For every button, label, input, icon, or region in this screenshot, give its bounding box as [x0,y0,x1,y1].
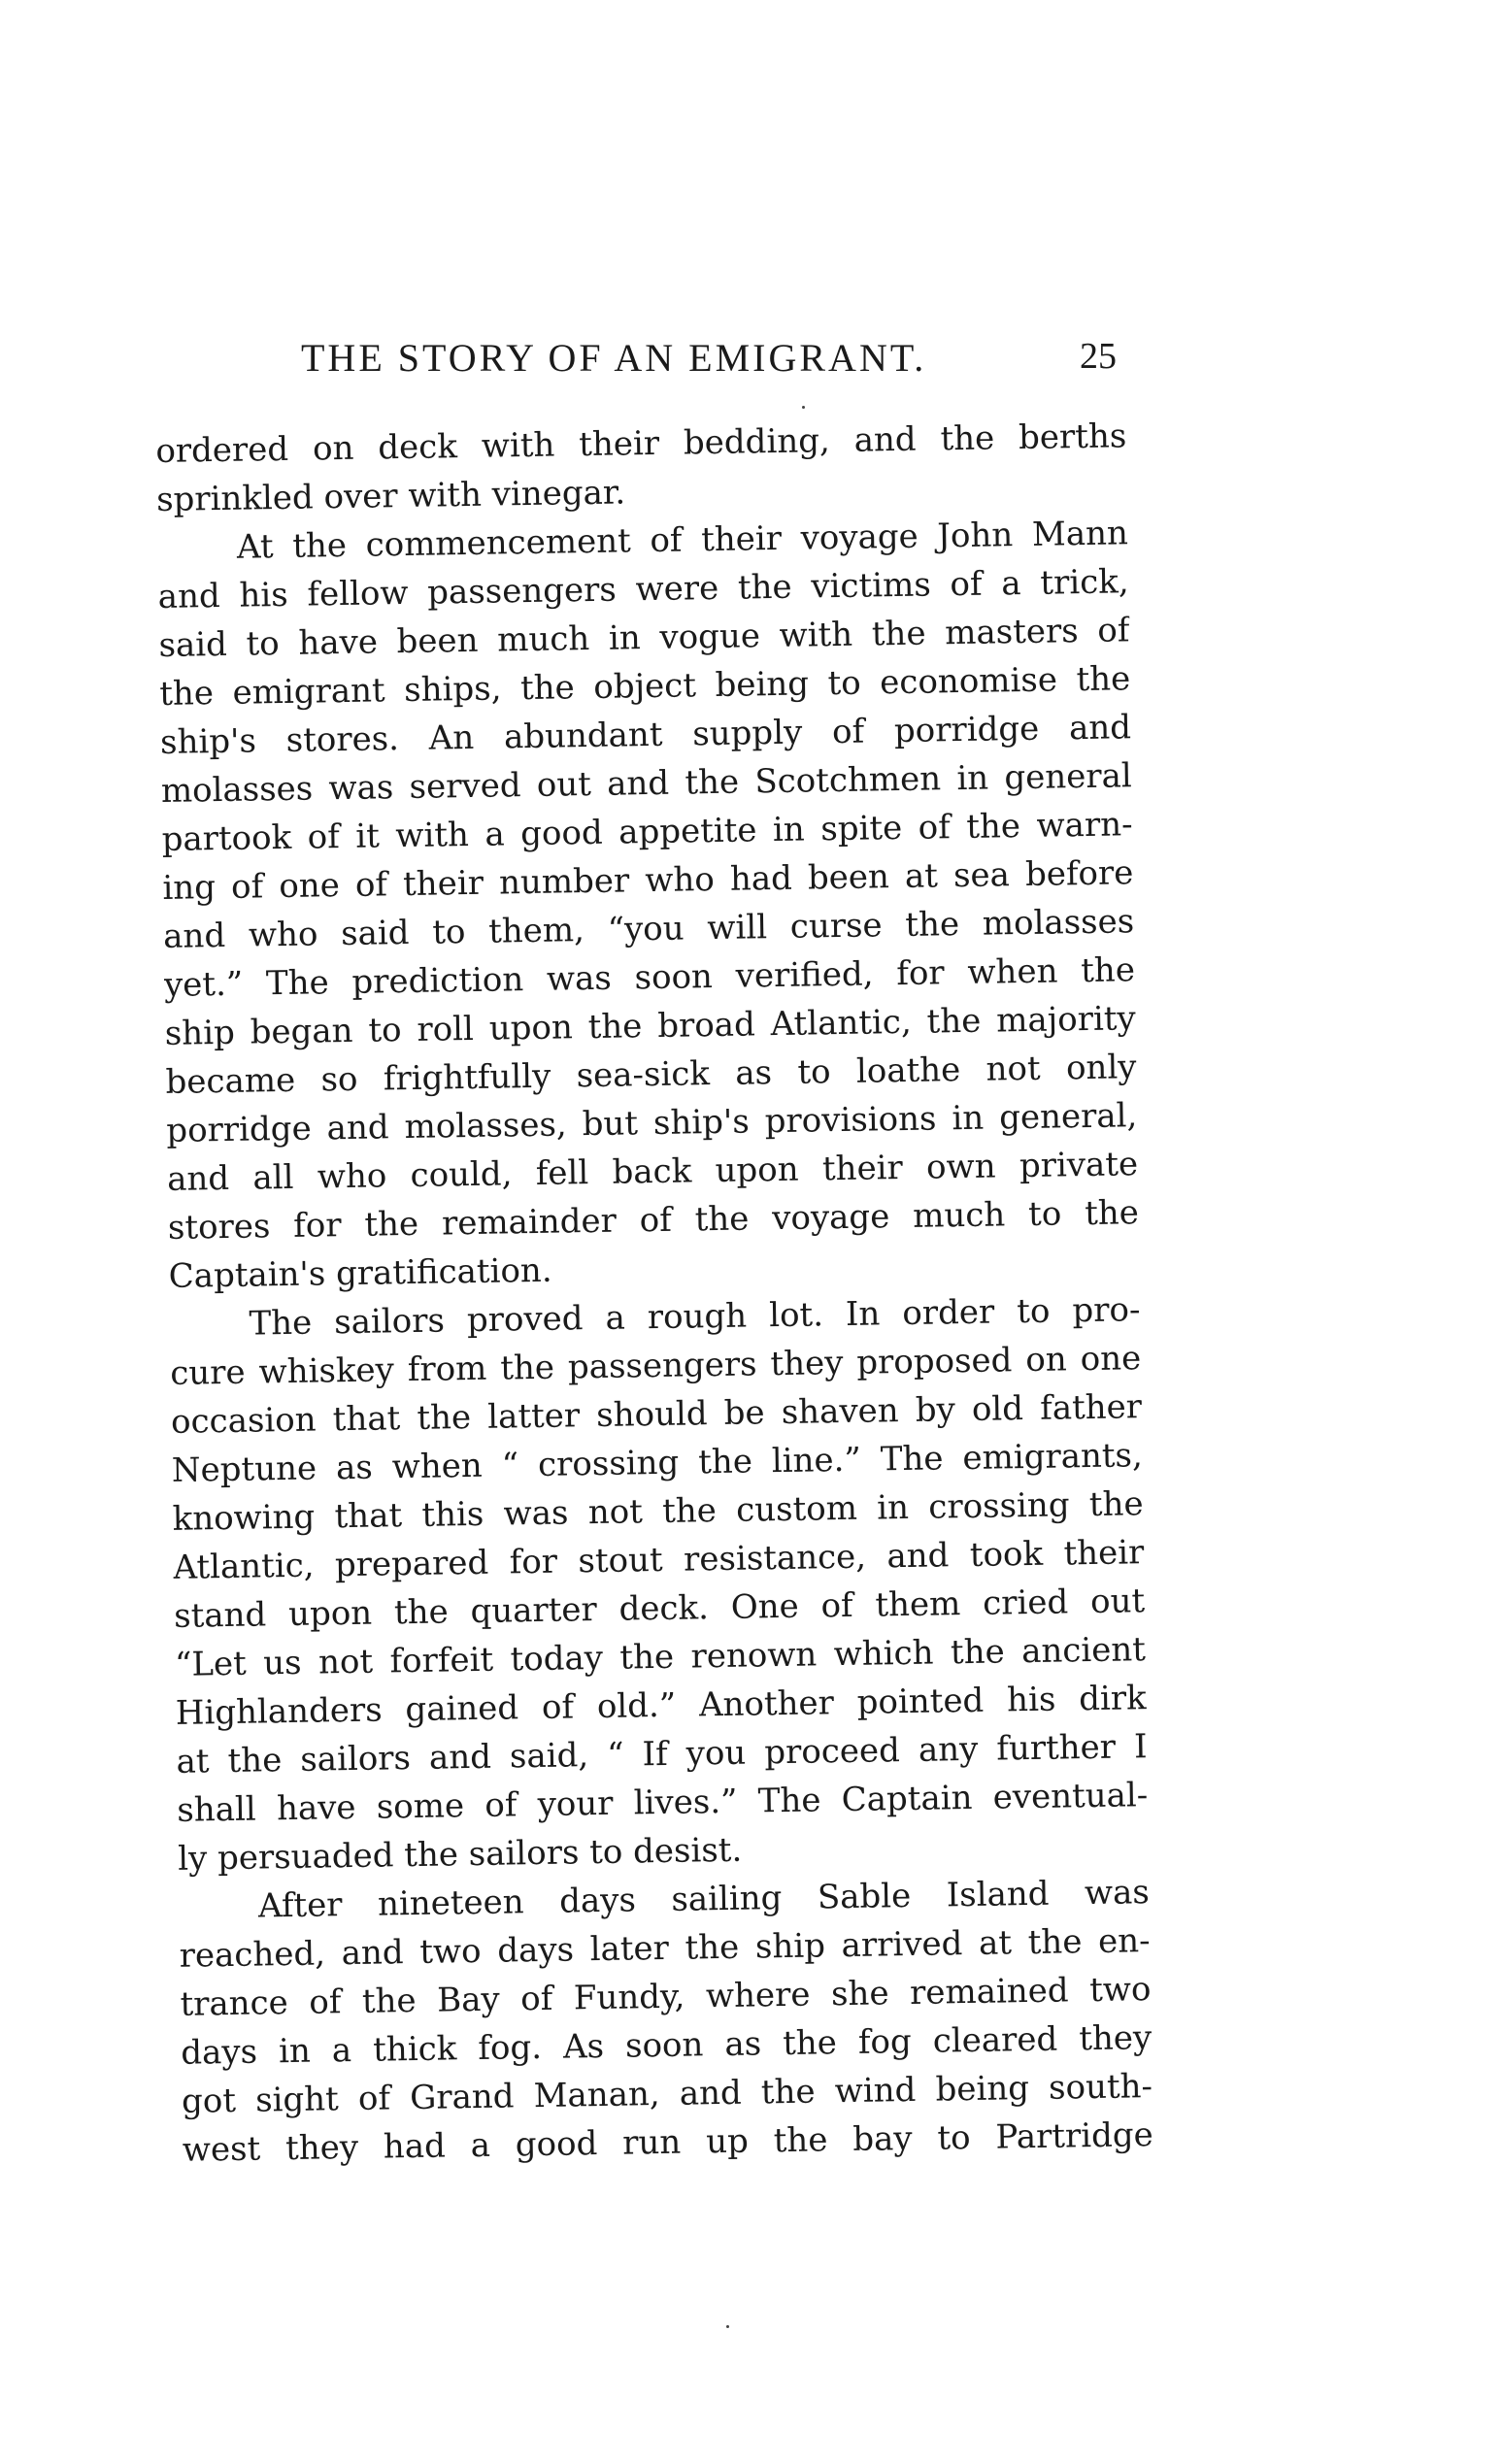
text-line: “Let us not forfeit today the renown which the ancient [174,1630,1147,1684]
text-line: and his fellow passengers were the victims of a trick, [157,562,1129,616]
text-line: days in a thick fog. As soon as the fog cleared they [180,2018,1152,2073]
text-line: the emigrant ships, the object being to economise the [159,659,1131,714]
text-line: trance of the Bay of Fundy, where she remained two [180,1970,1152,2024]
text-line: and who said to them, “you will curse the molasses [162,902,1135,956]
text-line: knowing that this was not the custom in crossing the [172,1484,1144,1539]
text-line: Captain's gratification. [168,1250,552,1296]
text-line: west they had a good run up the bay to Partridge [182,2115,1154,2170]
print-speck [726,2325,729,2328]
running-title: THE STORY OF AN EMIGRANT. [301,336,927,380]
text-line: said to have been much in vogue with the masters of [158,611,1130,665]
text-line: Atlantic, prepared for stout resistance, and took their [173,1533,1145,1587]
page-header [291,335,1126,393]
text-line: reached, and two days later the ship arrived at the en- [179,1921,1151,1976]
text-line: shall have some of your lives.” The Captain eventual- [177,1776,1149,1830]
text-line: Neptune as when “ crossing the line.” The emigrants, [171,1436,1144,1490]
text-line: became so frightfully sea-sick as to loathe not only [165,1048,1137,1102]
text-line: ordered on deck with their bedding, and the berths [155,416,1127,471]
text-line: partook of it with a good appetite in spite of the warn- [161,805,1133,859]
text-line: cure whiskey from the passengers they proposed on one [170,1339,1142,1393]
text-line: yet.” The prediction was soon verified, for when the [163,950,1136,1005]
text-line: The sailors proved a rough lot. In order to pro- [249,1290,1141,1344]
text-line: Highlanders gained of old.” Another pointed his dirk [175,1679,1148,1733]
text-line: ing of one of their number who had been at sea before [162,853,1134,908]
text-line: At the commencement of their voyage John Mann [236,514,1129,567]
text-line: occasion that the latter should be shaven by old father [170,1387,1143,1442]
text-line: got sight of Grand Manan, and the wind being south- [181,2067,1153,2121]
text-line: ship's stores. An abundant supply of porridge and [159,708,1132,762]
text-line: at the sailors and said, “ If you proceed any further I [176,1727,1148,1781]
text-line: and all who could, fell back upon their own private [166,1145,1139,1199]
page-number: 25 [1080,336,1117,377]
print-speck [802,406,805,409]
text-line: stores for the remainder of the voyage much to the [167,1193,1140,1248]
text-line: ship began to roll upon the broad Atlantic, the majority [164,999,1137,1053]
text-line: ly persuaded the sailors to desist. [177,1830,743,1879]
text-line: sprinkled over with vinegar. [155,473,626,519]
text-line: stand upon the quarter deck. One of them cried out [173,1582,1146,1636]
text-line: After nineteen days sailing Sable Island was [257,1873,1151,1926]
text-line: porridge and molasses, but ship's provisions in general, [166,1096,1138,1150]
text-line: molasses was served out and the Scotchmen in general [160,756,1133,811]
body-text [155,412,1153,2174]
